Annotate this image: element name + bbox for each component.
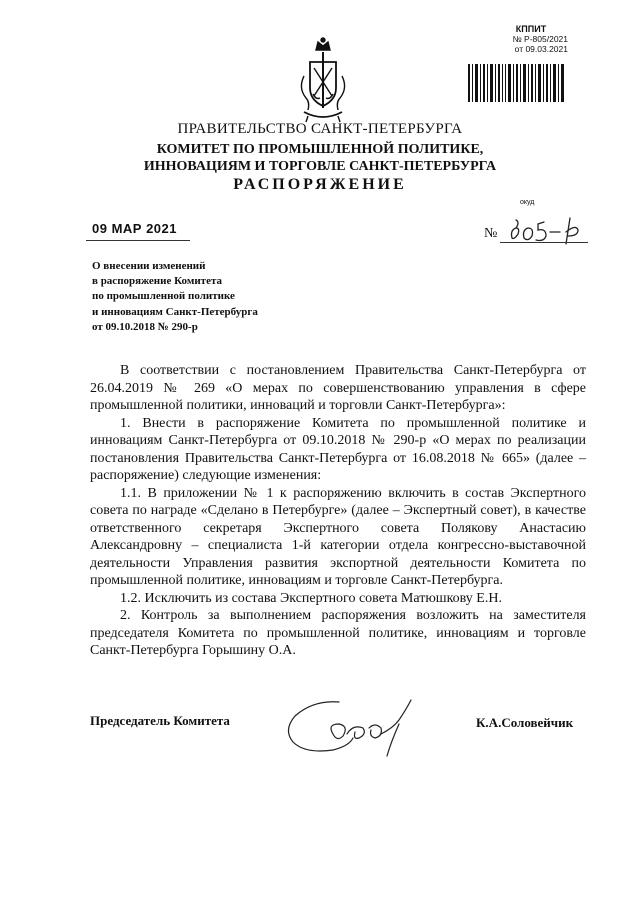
subject-line: в распоряжение Комитета — [92, 275, 222, 288]
body-paragraph: 1. Внести в распоряжение Комитета по промышленной политике и инновациям Санкт-Петербурга от 09.10.2018 № 290-р «О мерах по реализации постановления Правительства Санкт-Петербурга от 16.08.2018 № 665» (далее – распоряжение) следующие изменения: — [90, 415, 586, 483]
body-paragraph: 1.2. Исключить из состава Экспертного совета Матюшкову Е.Н. — [120, 590, 502, 606]
number-underline — [500, 242, 588, 243]
subject-line: О внесении изменений — [92, 260, 206, 272]
signatory-title: Председатель Комитета — [90, 713, 230, 728]
document-body — [90, 362, 586, 660]
date-underline — [86, 240, 190, 241]
subject-line: от 09.10.2018 № 290-р — [92, 320, 198, 333]
document-date: 09 МАР 2021 — [92, 221, 177, 236]
stamp-number: № Р-805/2021 — [512, 34, 568, 44]
stamp-date: от 09.03.2021 — [514, 44, 568, 54]
committee-line-2: ИННОВАЦИЯМ И ТОРГОВЛЕ САНКТ-ПЕТЕРБУРГА — [143, 159, 497, 174]
number-label: № — [484, 226, 498, 241]
handwritten-signature — [283, 694, 443, 760]
barcode-icon — [468, 64, 564, 102]
body-paragraph: 1.1. В приложении № 1 к распоряжению включить в состав Экспертного совета по награде «Сделано в Петербурге» (далее – Экспертный совет), в качестве ответственного секретаря Экспертного совета Полякову Анастасию Александровну – специалиста 1-й категории отдела конгрессно-выставочной деятельности Управления развития экспортной деятельности Комитета по промышленной политике, инновациям и торговле Санкт-Петербурга. — [90, 485, 586, 588]
stamp-code: КППИТ — [515, 24, 547, 34]
signatory-name: К.А.Соловейчик — [476, 715, 574, 730]
committee-line-1: КОМИТЕТ ПО ПРОМЫШЛЕННОЙ ПОЛИТИКЕ, — [156, 142, 484, 157]
government-title: ПРАВИТЕЛЬСТВО САНКТ-ПЕТЕРБУРГА — [177, 121, 463, 137]
body-paragraph: В соответствии с постановлением Правительства Санкт-Петербурга от 26.04.2019 № 269 «О мерах по совершенствованию управления в сфере промышленной политики, инноваций и торговли Санкт-Петербурга»: — [90, 363, 586, 413]
body-paragraph: 2. Контроль за выполнением распоряжения возложить на заместителя председателя Комитета по промышленной политике, инновациям и торговле Санкт-Петербурга Горышину О.А. — [90, 608, 586, 658]
committee-title — [0, 141, 640, 175]
registration-stamp — [456, 24, 568, 54]
subject-line: и инновациям Санкт-Петербурга — [92, 305, 258, 318]
document-type: РАСПОРЯЖЕНИЕ — [233, 176, 407, 193]
subject-block — [92, 259, 258, 335]
subject-line: по промышленной политике — [92, 290, 235, 303]
coat-of-arms-icon — [296, 36, 350, 124]
okud-label: окуд — [520, 199, 535, 206]
